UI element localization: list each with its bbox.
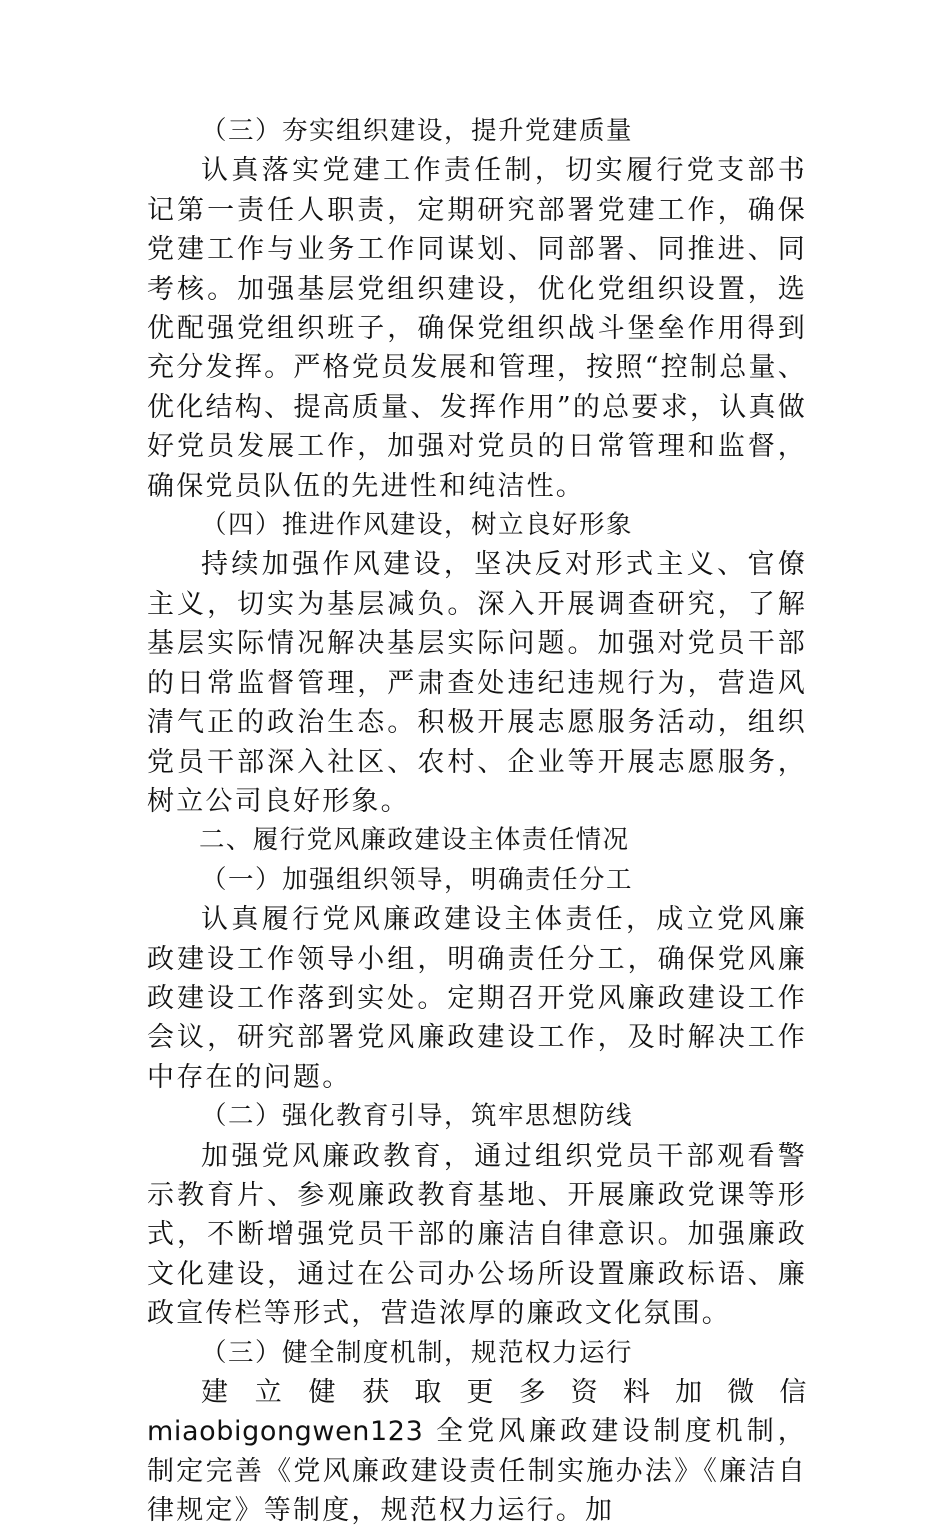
section-paragraph-leadership: 认真履行党风廉政建设主体责任，成立党风廉政建设工作领导小组，明确责任分工，确保党风廉政建设工作落到实处。定期召开党风廉政建设工作会议，研究部署党风廉政建设工作，及时解决工作中存在的问题。 — [147, 904, 807, 1093]
section-paragraph-education: 加强党风廉政教育，通过组织党员干部观看警示教育片、参观廉政教育基地、开展廉政党课等形式，不断增强党员干部的廉洁自律意识。加强廉政文化建设，通过在公司办公场所设置廉政标语、廉政宣传栏等形式，营造浓厚的廉政文化氛围。 — [147, 1140, 807, 1330]
paragraph-text-start: 建立健 — [201, 1377, 363, 1408]
part-heading-integrity-responsibility: 二、履行党风廉政建设主体责任情况 — [199, 825, 630, 856]
section-heading-strengthen-organization: （三）夯实组织建设，提升党建质量 — [201, 116, 634, 146]
section-heading-leadership: （一）加强组织领导，明确责任分工 — [201, 864, 634, 895]
watermark-text: 获取更多资料加微信 miaobigongwen123 — [147, 1377, 807, 1448]
document-page — [147, 112, 807, 1531]
paragraph-text-end: 全党风廉政建设制度机制，制定完善《党风廉政建设责任制实施办法》《廉洁自律规定》等制度，规范权力运行。加 — [147, 1416, 807, 1527]
section-paragraph-work-style: 持续加强作风建设，坚决反对形式主义、官僚主义，切实为基层减负。深入开展调查研究，了解基层实际情况解决基层实际问题。加强对党员干部的日常监督管理，严肃查处违纪违规行为，营造风清气正的政治生态。积极开展志愿服务活动，组织党员干部深入社区、农村、企业等开展志愿服务，树立公司良好形象。 — [147, 549, 807, 817]
section-heading-education: （二）强化教育引导，筑牢思想防线 — [201, 1101, 634, 1132]
section-paragraph-organization: 认真落实党建工作责任制，切实履行党支部书记第一责任人职责，定期研究部署党建工作，确保党建工作与业务工作同谋划、同部署、同推进、同考核。加强基层党组织建设，优化党组织设置，选优配强党组织班子，确保党组织战斗堡垒作用得到充分发挥。严格党员发展和管理，按照“控制总量、优化结构、提高质量、发挥作用”的总要求，认真做好党员发展工作，加强对党员的日常管理和监督，确保党员队伍的先进性和纯洁性。 — [147, 155, 807, 502]
section-heading-institutions: （三）健全制度机制，规范权力运行 — [201, 1337, 634, 1368]
section-heading-work-style: （四）推进作风建设，树立良好形象 — [201, 510, 634, 541]
section-paragraph-institutions — [147, 1373, 807, 1531]
